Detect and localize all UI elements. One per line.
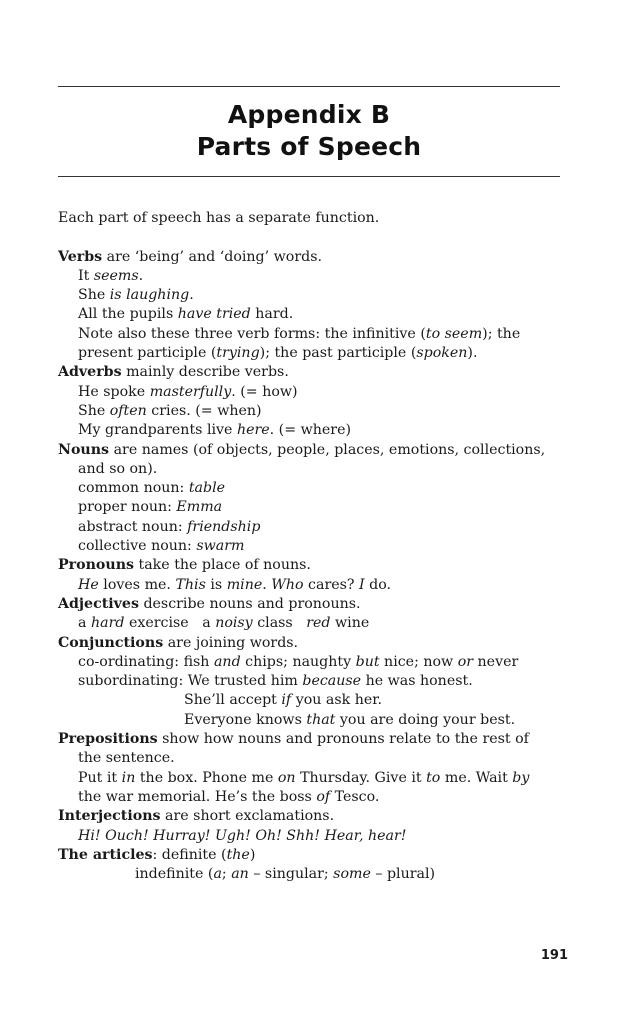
nouns-example-abstract: abstract noun: friendship	[78, 518, 261, 535]
conjunctions-subordinating-1: subordinating: We trusted him because he was honest.	[78, 673, 473, 690]
adverbs-definition: Adverbs mainly describe verbs.	[58, 364, 289, 381]
articles-term: The articles	[58, 846, 153, 863]
nouns-example-proper: proper noun: Emma	[78, 499, 223, 516]
nouns-term: Nouns	[58, 441, 110, 458]
pronouns-example: He loves me. This is mine. Who cares? I do.	[78, 576, 392, 593]
adverbs-term: Adverbs	[58, 364, 122, 381]
adverbs-example-2: She often cries. (= when)	[78, 402, 262, 419]
adverbs-example-3: My grandparents live here. (= where)	[78, 422, 351, 439]
adjectives-definition: Adjectives describe nouns and pronouns.	[58, 595, 361, 612]
verbs-example-1: It seems.	[78, 267, 144, 284]
verbs-example-2: She is laughing.	[78, 287, 194, 304]
top-rule	[58, 86, 560, 87]
prepositions-definition-cont: the sentence.	[78, 750, 175, 767]
prepositions-definition: Prepositions show how nouns and pronouns relate to the rest of	[58, 731, 529, 748]
interjections-definition: Interjections are short exclamations.	[58, 808, 335, 825]
pronouns-definition: Pronouns take the place of nouns.	[58, 557, 311, 574]
verbs-term: Verbs	[58, 248, 103, 265]
verbs-note-line-1: Note also these three verb forms: the infinitive (to seem); the	[78, 325, 521, 342]
pronouns-term: Pronouns	[58, 557, 135, 574]
interjections-example: Hi! Ouch! Hurray! Ugh! Oh! Shh! Hear, hear!	[78, 827, 407, 844]
conjunctions-term: Conjunctions	[58, 634, 164, 651]
verbs-definition: Verbs are ‘being’ and ‘doing’ words.	[58, 248, 322, 265]
prepositions-example-2: the war memorial. He’s the boss of Tesco.	[78, 788, 380, 805]
conjunctions-subordinating-2: She’ll accept if you ask her.	[184, 692, 383, 709]
articles-definite: The articles: definite (the)	[58, 846, 256, 863]
nouns-example-collective: collective noun: swarm	[78, 538, 245, 555]
conjunctions-coordinating: co-ordinating: fish and chips; naughty but nice; now or never	[78, 653, 519, 670]
verbs-example-3: All the pupils have tried hard.	[78, 306, 294, 323]
adverbs-example-1: He spoke masterfully. (= how)	[78, 383, 298, 400]
adjectives-example: a hard exercise a noisy class red wine	[78, 615, 370, 632]
interjections-term: Interjections	[58, 808, 161, 825]
prepositions-term: Prepositions	[58, 731, 158, 748]
adjectives-term: Adjectives	[58, 595, 139, 612]
conjunctions-subordinating-3: Everyone knows that you are doing your best.	[184, 711, 516, 728]
appendix-title: Appendix B	[227, 100, 391, 129]
conjunctions-definition: Conjunctions are joining words.	[58, 634, 299, 651]
nouns-definition: Nouns are names (of objects, people, places, emotions, collections,	[58, 441, 546, 458]
page-number: 191	[540, 948, 568, 963]
page-body	[58, 209, 563, 884]
prepositions-example-1: Put it in the box. Phone me on Thursday. Give it to me. Wait by	[78, 769, 530, 786]
nouns-definition-cont: and so on).	[78, 460, 158, 477]
bottom-rule	[58, 176, 560, 177]
appendix-subtitle: Parts of Speech	[196, 132, 422, 161]
intro-paragraph: Each part of speech has a separate function.	[58, 210, 380, 226]
verbs-note-line-2: present participle (trying); the past participle (spoken).	[78, 345, 478, 362]
articles-indefinite: indefinite (a; an – singular; some – plural)	[135, 866, 436, 883]
nouns-example-common: common noun: table	[78, 480, 226, 497]
